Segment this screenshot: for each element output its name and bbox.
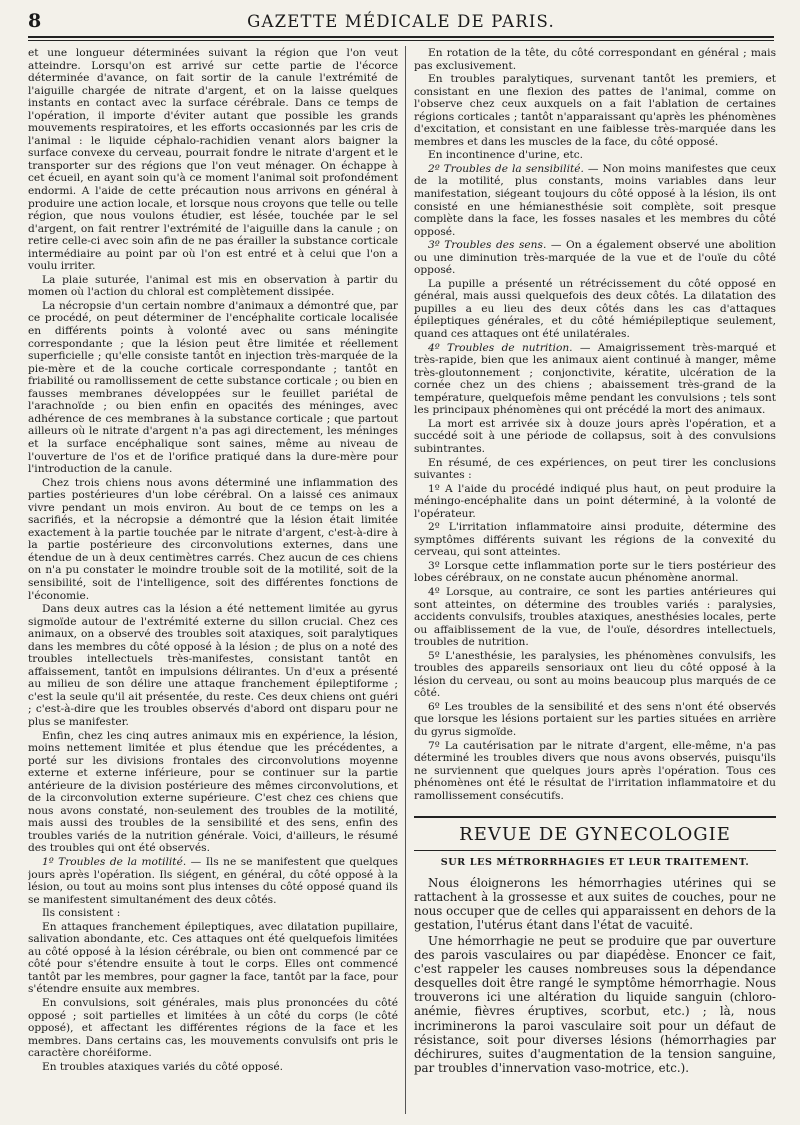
senses-text: — On a également observé une abolition ou une diminution très-marquée de la vue et de l'ouïe du côté opposé.: [414, 239, 776, 277]
paragraph: Nous éloignerons les hémorrhagies utérines qui se rattachent à la grossesse et aux suites de couches, pour ne nous occuper que de celles qui apparaissent en dehors de la gestation, l'utérus étant dans l'état de vacuité.: [414, 875, 776, 933]
nutrition-heading: 4º Troubles de nutrition.: [428, 341, 573, 354]
sensibility-paragraph: [414, 163, 776, 238]
sensibility-heading: 2º Troubles de la sensibilité.: [428, 162, 584, 175]
conclusion-item: 6º Les troubles de la sensibilité et des sens n'ont été observés que lorsque les lésions portaient sur les parties situées en arrière du gyrus sigmoïde.: [414, 700, 776, 738]
section-title-box: [414, 816, 776, 850]
section-title: REVUE DE GYNECOLOGIE: [459, 824, 731, 846]
paragraph: Chez trois chiens nous avons déterminé une inflammation des parties postérieures d'un lobe cérébral. On a laissé ces animaux vivre pendant un mois environ. Au bout de ce temps on les a sacrifiés, et la nécropsie a démontré que la lésion était limitée exactement à la partie touchée par le nitrate d'argent, c'est-à-dire à la partie postérieure des circonvolutions externes, dans une étendue de un à deux centimètres carrés. Chez aucun de ces chiens on n'a pu constater le moindre trouble soit de la motilité, soit de la sensibilité, soit de l'intelligence, soit des différentes fonctions de l'économie.: [28, 476, 398, 602]
paragraph: La nécropsie d'un certain nombre d'animaux a démontré que, par ce procédé, on peut déterminer de l'encéphalite corticale localisée en différents points à volonté avec ou sans méningite correspondante ; que la lésion peut être limitée et réellement superficielle ; qu'elle consiste tantôt en injection très-marquée de la pie-mère et de la couche corticale correspondante ; tantôt en friabilité ou ramollissement de cette substance corticale ; ou bien en fausses membranes développées sur le feuillet pariétal de l'arachnoïde ; ou bien enfin en opacités des méninges, avec adhérence de ces membranes à la substance corticale ; que partout ailleurs où le nitrate d'argent n'a pas agi directement, les méninges et la surface encéphalique sont saines, même au niveau de l'ouverture de l'os et de l'orifice pratiqué dans la dure-mère pour l'introduction de la canule.: [28, 299, 398, 476]
gynecology-body: [414, 876, 776, 1075]
paragraph: En attaques franchement épileptiques, avec dilatation pupillaire, salivation abondante, etc. Ces attaques ont été quelquefois limitées au côté opposé à la lésion cérébrale, ou bien ont commencé par ce côté pour s'étendre ensuite à tout le corps. Elles ont commencé tantôt par les membres, pour gagner la face, tantôt par la face, pour s'étendre ensuite aux membres.: [28, 920, 398, 996]
conclusion-item: 3º Lorsque cette inflammation porte sur le tiers postérieur des lobes cérébraux, on ne constate aucun phénomène anormal.: [414, 559, 776, 585]
paragraph: Enfin, chez les cinq autres animaux mis en expérience, la lésion, moins nettement limitée et plus étendue que les précédentes, a porté sur les divisions frontales des circonvolutions moyenne externe et externe inférieure, pour se continuer sur la partie antérieure de la division postérieure des mêmes circonvolutions, et de la circonvolution externe supérieure. C'est chez ces chiens que nous avons constaté, non-seulement des troubles de la motilité, mais aussi des troubles de la sensibilité et des sens, enfin des troubles variés de la nutrition générale. Voici, d'ailleurs, le résumé des troubles qui ont été observés.: [28, 729, 398, 855]
left-column: [28, 47, 398, 1115]
motility-text: — Ils ne se manifestent que quelques jours après l'opération. Ils siégent, en général, du côté opposé à la lésion, ou tout au moins sont plus intenses du côté opposé quand ils se manifestent simultanément des deux côtés.: [28, 856, 398, 906]
conclusion-item: 4º Lorsque, au contraire, ce sont les parties antérieures qui sont atteintes, on détermine des troubles variés : paralysies, accidents convulsifs, troubles ataxiques, anesthésies locales, perte ou affaiblissement de la vue, de l'ouïe, désordres intellectuels, troubles de nutrition.: [414, 585, 776, 649]
paragraph: La pupille a présenté un rétrécissement du côté opposé en général, mais aussi quelquefois des deux côtés. La dilatation des pupilles a eu lieu des deux côtés dans les cas d'attaques épileptiques générales, et du côté hémiépileptique seulement, quand ces attaques ont été unilatérales.: [414, 277, 776, 341]
paragraph: La mort est arrivée six à douze jours après l'opération, et a succédé soit à une période de collapsus, soit à des convulsions subintrantes.: [414, 417, 776, 455]
paragraph: Une hémorrhagie ne peut se produire que par ouverture des parois vasculaires ou par diapédèse. Enoncer ce fait, c'est rappeler les causes nombreuses sous la dépendance desquelles doit être rangé le symptôme hémorrhagie. Nous trouverons ici une altération du liquide sanguin (chloro-anémie, fièvres éruptives, scorbut, etc.) ; là, nous incriminerons la paroi vasculaire soit pour un défaut de résistance, soit pour diverses lésions (hémorrhagies par déchirures, suites d'augmentation de la tension sanguine, par troubles d'innervation vaso-motrice, etc.).: [414, 933, 776, 1075]
section-subtitle: SUR LES MÉTRORRHAGIES ET LEUR TRAITEMENT.: [440, 856, 750, 868]
paragraph: La plaie suturée, l'animal est mis en observation à partir du momen où l'action du chloral est complètement dissipée.: [28, 273, 398, 299]
paragraph: En convulsions, soit générales, mais plus prononcées du côté opposé ; soit partielles et limitées à un côté du corps (le côté opposé), et affectant les différentes régions de la face et les membres. Dans certains cas, les mouvements convulsifs ont pris le caractère choréiforme.: [28, 997, 398, 1060]
right-column: [414, 47, 776, 1115]
column-divider: [405, 46, 406, 1114]
page-header: [28, 10, 774, 34]
paragraph: Dans deux autres cas la lésion a été nettement limitée au gyrus sigmoïde autour de l'extrémité externe du sillon crucial. Chez ces animaux, on a observé des troubles soit ataxiques, soit paralytiques dans les membres du côté opposé à la lésion ; de plus on a noté des troubles intellectuels très-manifestes, consistant tantôt en affaissement, tantôt en impulsions délirantes. Un d'eux a présenté au milieu de son délire une attaque franchement épileptiforme ; c'est la seule qu'il ait présentée, du reste. Ces deux chiens ont guéri ; c'est-à-dire que les troubles observés d'abord ont disparu pour ne plus se manifester.: [28, 603, 398, 728]
motility-heading: 1º Troubles de la motilité.: [42, 856, 187, 868]
senses-paragraph: [414, 239, 776, 277]
conclusion-item: 1º A l'aide du procédé indiqué plus haut, on peut produire la méningo-encéphalite dans un point déterminé, à la volonté de l'opérateur.: [414, 482, 776, 520]
senses-heading: 3º Troubles des sens.: [428, 239, 547, 252]
header-rule-thin: [28, 40, 774, 41]
running-title: GAZETTE MÉDICALE DE PARIS.: [247, 12, 555, 31]
sensibility-text: — Non moins manifestes que ceux de la motilité, plus constants, moins variables dans leur manifestation, siégeant toujours du côté opposé à la lésion, ils ont consisté en une hémianesthésie soit complète, soit presque complète dans la face, les fosses nasales et les membres du côté opposé.: [414, 162, 776, 238]
paragraph: En incontinence d'urine, etc.: [428, 149, 584, 162]
paragraph: En résumé, de ces expériences, on peut tirer les conclusions suivantes :: [414, 456, 776, 482]
conclusion-item: 2º L'irritation inflammatoire ainsi produite, détermine des symptômes différents suivant les régions de la convexité du cerveau, qui sont atteintes.: [414, 521, 776, 559]
nutrition-paragraph: [414, 342, 776, 417]
page-number: 8: [28, 10, 42, 32]
nutrition-text: — Amaigrissement très-marqué et très-rapide, bien que les animaux aient continué à manger, même très-gloutonnement ; conjonctivite, kératite, ulcération de la cornée chez un des chiens ; abaissement très-grand de la température, quelquefois même pendant les convulsions ; tels sont les principaux phénomènes qui ont précédé la mort des animaux.: [414, 341, 776, 417]
paragraph: En troubles paralytiques, survenant tantôt les premiers, et consistant en une flexion des pattes de l'animal, comme on l'observe chez ceux auxquels on a fait l'ablation de certaines régions corticales ; tantôt n'apparaissant qu'après les phénomènes d'excitation, et consistant en une faiblesse très-marquée dans les membres et dans les muscles de la face, du côté opposé.: [414, 73, 776, 148]
paragraph: En troubles ataxiques variés du côté opposé.: [42, 1060, 284, 1073]
paragraph: Ils consistent :: [42, 907, 121, 920]
conclusion-item: 5º L'anesthésie, les paralysies, les phénomènes convulsifs, les troubles des appareils sensoriaux ont lieu du côté opposé à la lésion du cerveau, ou sont au moins beaucoup plus marqués de ce côté.: [414, 649, 776, 700]
conclusion-item: 7º La cautérisation par le nitrate d'argent, elle-même, n'a pas déterminé les troubles divers que nous avons observés, puisqu'ils ne surviennent que quelques jours après l'opération. Tous ces phénomènes ont été le résultat de l'irritation inflammatoire et du ramollissement consécutifs.: [414, 739, 776, 802]
header-rule-thick: [28, 36, 774, 38]
paragraph: et une longueur déterminées suivant la région que l'on veut atteindre. Lorsqu'on est arrivé sur cette partie de l'écorce déterminée d'avance, on fait sortir de la canule l'extrémité de l'aiguille chargée de nitrate d'argent, et on la laisse quelques instants en contact avec la surface cérébrale. Dans ce temps de l'opération, il importe d'éviter autant que possible les grands mouvements respiratoires, et les efforts occasionnés par les cris de l'animal : le liquide céphalo-rachidien venant alors baigner la surface convexe du cerveau, pourrait fondre le nitrate d'argent et le transporter sur des régions que l'on veut ménager. On échappe à cet écueil, en ayant soin qu'à ce moment l'animal soit profondément endormi. A l'aide de cette précaution nous arrivons en général à produire une action locale, et lorsque nous croyons que telle ou telle région, que nous voulons étudier, est lésée, touchée par le sel d'argent, on fait rentrer l'extrémité de l'aiguille dans la canule ; on retire celle-ci avec soin afin de ne pas érailler la substance corticale intermédiaire au point par où l'on est entré et à celui que l'on a voulu irriter.: [28, 47, 398, 273]
paragraph: En rotation de la tête, du côté correspondant en général ; mais pas exclusivement.: [414, 47, 776, 72]
motility-paragraph: [28, 856, 398, 906]
